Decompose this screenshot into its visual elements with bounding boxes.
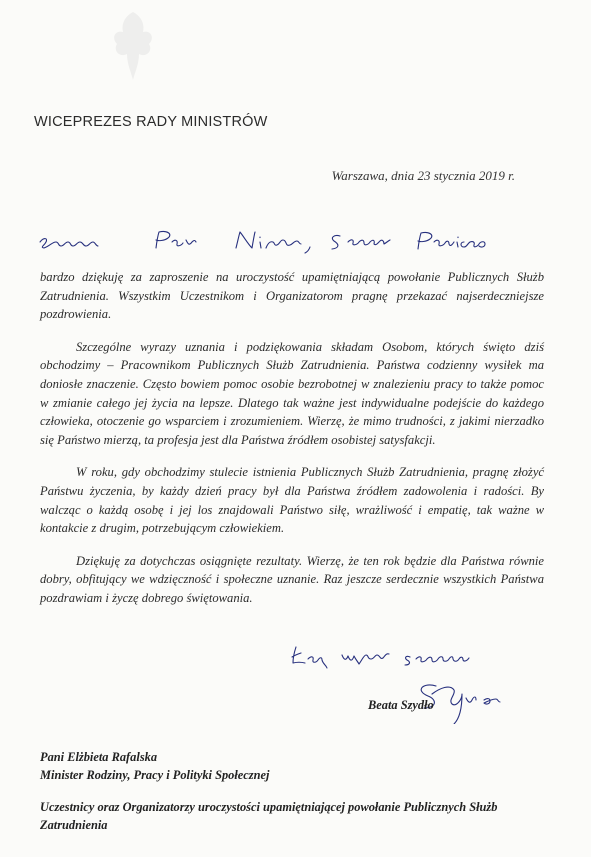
recipients-line: Uczestnicy oraz Organizatorzy uroczystości upamiętniającej powołanie Publicznych Służb Zatrudnienia	[40, 800, 498, 832]
body-paragraph-3: W roku, gdy obchodzimy stulecie istnienia Publicznych Służb Zatrudnienia, pragnę złożyć Państwu życzenia, by każdy dzień pracy był dla Państwa źródłem zadowolenia i radości. By walcząc o każdą osobę i jej los znajdowali Państwo siłę, wrażliwość i empatię, tak ważne w kontakcie z drugim, potrzebującym człowiekiem.	[40, 465, 544, 536]
office-header: WICEPREZES RADY MINISTRÓW	[34, 114, 268, 130]
letter-date: Warszawa, dnia 23 stycznia 2019 r.	[331, 168, 515, 183]
body-paragraph-4: Dziękuję za dotychczas osiągnięte rezultaty. Wierzę, że ten rok będzie dla Państwa równie dobry, obfitujący we wdzięczność i społeczne uznanie. Raz jeszcze serdecznie wszystkich Państwa pozdrawiam i życzę dobrego świętowania.	[40, 553, 544, 605]
addressee-title: Minister Rodziny, Pracy i Polityki Społecznej	[40, 767, 270, 782]
body-paragraph-1: bardzo dziękuję za zaproszenie na uroczystość upamiętniającą powołanie Publicznych Służb Zatrudnienia. Wszystkim Uczestnikom i Organizatorom pragnę przekazać najserdeczniejsze pozdrowienia.	[40, 270, 544, 322]
handwritten-closing	[290, 643, 490, 669]
body-paragraph-2: Szczególne wyrazy uznania i podziękowania składam Osobom, których święto dziś obchodzimy – Pracownikom Publicznych Służb Zatrudnienia. Państwa codzienny wysiłek ma doniosłe znaczenie. Często bowiem pomoc osobie bezrobotnej w znalezieniu pracy to także pomoc w zmianie całego jej życia na lepsze. Dlatego tak ważne jest indywidualne podejście do każdego człowieka, otoczenie go wsparciem i zrozumieniem. Wierzę, że mimo trudności, z jakimi nierzadko się Państwo mierzą, ta profesja jest dla Państwa źródłem osobistej satysfakcji.	[40, 339, 544, 447]
letter-body	[40, 268, 544, 622]
eagle-emblem-watermark	[103, 2, 163, 88]
handwritten-salutation	[38, 228, 508, 254]
addressee-block	[40, 749, 269, 784]
signer-name: Beata Szydło	[368, 698, 434, 712]
addressee-name: Pani Elżbieta Rafalska	[40, 750, 158, 764]
